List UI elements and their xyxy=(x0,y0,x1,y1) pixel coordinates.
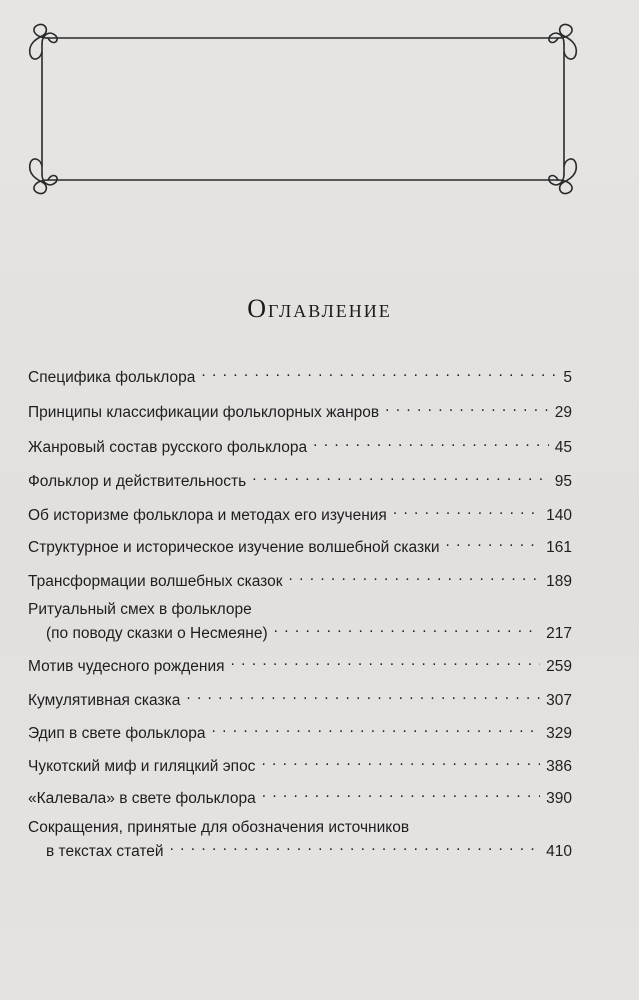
toc-entry-title: Жанровый состав русского фольклора xyxy=(28,438,308,456)
toc-entry-title: Фольклор и действительность xyxy=(28,472,247,490)
toc-page-number: 5 xyxy=(563,368,572,386)
dot-leader xyxy=(252,467,549,486)
toc-entry[interactable] xyxy=(28,652,572,676)
toc-page-number: 95 xyxy=(554,472,572,490)
toc-page-number: 189 xyxy=(546,572,572,590)
toc-entry-title: Мотив чудесного рождения xyxy=(28,657,225,675)
dot-leader xyxy=(261,752,540,771)
toc-entry-title: «Калевала» в свете фольклора xyxy=(28,789,256,807)
dot-leader xyxy=(262,784,540,803)
toc-entry-title: Эдип в свете фольклора xyxy=(28,724,206,742)
toc-entry-title: Об историзме фольклора и методах его изучения xyxy=(28,506,387,524)
toc-page-number: 45 xyxy=(554,438,572,456)
toc-entry[interactable] xyxy=(28,533,572,557)
dot-leader xyxy=(385,398,549,417)
toc-page-number: 140 xyxy=(546,506,572,524)
toc-entry[interactable] xyxy=(28,719,572,743)
decorative-frame xyxy=(26,22,580,196)
toc-page-number: 386 xyxy=(546,757,572,775)
toc-page-number: 307 xyxy=(546,691,572,709)
toc-entry-title: Структурное и историческое изучение волшебной сказки xyxy=(28,538,440,556)
toc-entry[interactable] xyxy=(28,752,572,776)
toc-entry[interactable] xyxy=(28,363,572,387)
toc-entry-title: Чукотский миф и гиляцкий эпос xyxy=(28,757,256,775)
toc-entry[interactable] xyxy=(28,686,572,710)
toc-entry-title: Сокращения, принятые для обозначения источников xyxy=(28,819,410,836)
toc-entry-title: Ритуальный смех в фольклоре xyxy=(28,601,252,618)
toc-entry-title: Трансформации волшебных сказок xyxy=(28,572,283,590)
dot-leader xyxy=(201,363,557,382)
page-title: Оглавление xyxy=(247,294,392,323)
toc-entry[interactable] xyxy=(28,601,572,643)
dot-leader xyxy=(274,619,541,638)
toc-page-number: 29 xyxy=(554,403,572,421)
dot-leader xyxy=(313,433,549,452)
toc-entry[interactable] xyxy=(28,467,572,491)
toc-entry-title: Кумулятивная сказка xyxy=(28,691,181,709)
toc-page-number: 161 xyxy=(546,538,572,556)
toc-entry-title: Специфика фольклора xyxy=(28,368,196,386)
toc-entry[interactable] xyxy=(28,398,572,422)
toc-page-number: 329 xyxy=(546,724,572,742)
toc-page-number: 390 xyxy=(546,789,572,807)
toc-entry-continuation: в текстах статей xyxy=(46,842,164,860)
dot-leader xyxy=(186,686,540,705)
dot-leader xyxy=(393,501,540,520)
dot-leader xyxy=(446,533,541,552)
toc-entry-title: Принципы классификации фольклорных жанров xyxy=(28,403,380,421)
dot-leader xyxy=(231,652,541,671)
dot-leader xyxy=(288,567,540,586)
toc-entry[interactable] xyxy=(28,819,572,861)
toc-entry[interactable] xyxy=(28,501,572,525)
toc-page-number: 217 xyxy=(546,624,572,642)
toc-entry[interactable] xyxy=(28,433,572,457)
toc-page-number: 259 xyxy=(546,657,572,675)
toc-page-number: 410 xyxy=(546,842,572,860)
dot-leader xyxy=(212,719,541,738)
toc-entry[interactable] xyxy=(28,784,572,808)
toc-entry[interactable] xyxy=(28,567,572,591)
dot-leader xyxy=(170,837,541,856)
toc-entry-continuation: (по поводу сказки о Несмеяне) xyxy=(46,624,268,642)
